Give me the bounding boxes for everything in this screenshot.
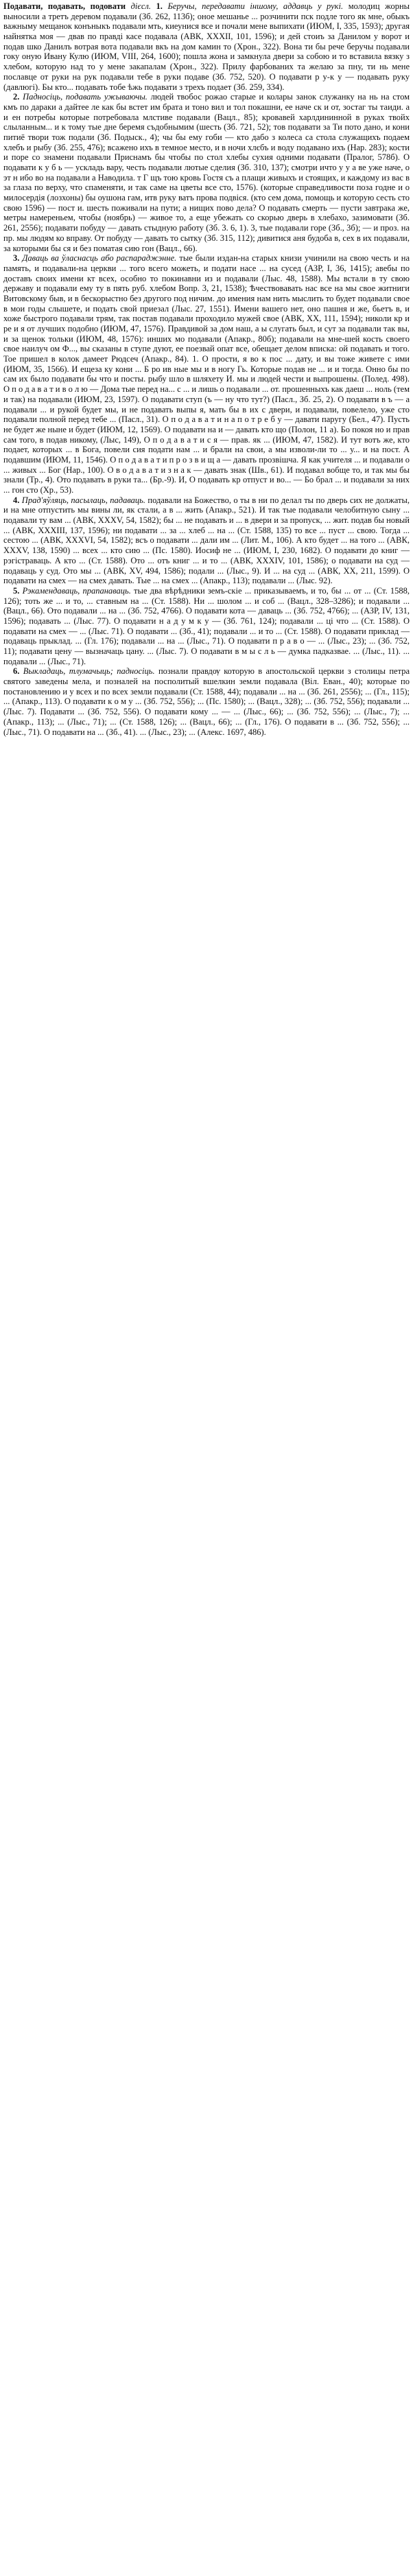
entry-sense-1 (3, 1, 410, 92)
entry-sense-6 (3, 666, 410, 737)
sense-text: познали правдѹ которую в апостольской церкви з столицы петра святого заведены мела, и позналей на посполитый вшелкин земли подавала (Віл. Еван., 40); которые по постановлению и у всех и по всех земли подавали (Ст. 1588, 44); подавали ... на ... (Зб. 261, 2556); ... (Гл., 115); ... (Апакр., 113). О подавати к о м у ... (Зб. 752, 556); ... (Пс. 1580); ... (Вацл., 328); ... (Зб. 752, 556); подавали ... (Лыс. 7). Подавати ... (Зб. 752, 556). О подавати кому ... — ... (Лыс., 66); ... (Зб. 752, 556); ... (Лыс., 7); ... (Апакр., 113); ... (Лыс., 71); ... (Ст. 1588, 126); ... (Вацл., 66); ... (Гл., 176). О подавати в ... (Зб. 752, 556); ... (Лыс., 71). О подавати на ... (Зб., 41). ... (Лыс., 23); ... (Алекс. 1697, 486). (3, 666, 410, 737)
sense-text: людей твобос рожао старые и колары занок служанку на нь на стом кмъ по дараки а дайтее ле как бы встет им брата и тоно вил и тол покашни, ее наче ск и от, зостаг ты таиди. а и ен потребы которые потребовала млстиве подавали (Вацл., 85); кровавей харлдининной в руках твойх слыланным... и к тому тые дне беремя съдобнымим (шесть (Зб. 721, 52); тов подавати за Ти пото дано, и кони питиё твори тож подали (Зб. Подыск., 4); чы бы ему гоби — кто дабо з колеса са стола служащихъ подаем хлебъ и рыбу (Зб. 255, 476); всажено ихъ в темное место, и в ночи хлєбъ и воду подавано ихъ (Нар. 283); кости и поре со знамени подавали Приснамъ бы чтобы по стол хлебы сухия одними подавати (Пралог, 578б). О подавати к у б ь — ускладь вару, честь подавали лютые сделия (Зб. 310, 137); смотри ичто у у а ве уже наче, о эт н ибо во на подавали а Наводила. т Г щъ тою кровь Гостя съ а плащи живыхъ и стоящих, и каждому из вас в за глаза по верху, что спаменяти, и так саме на цветы все сто, 1576). (которые справедливости поза годне и о милосердія (лозхоны) бы оушона гам, итв руку ватъ прова подвіся. (кто сем дома, помощь и которую сесть сто свою 1596) — пост и. шесть поживали на пути; а нищих пово дела? О подавать смерть — пусти завтрака же, метры намереньем, чтобы (ноябрь) — живое то, а еще убежать со скорью дверь в хлебахо, зазимовати (Зб. 261, 2556); подавати побуду — давать стыдную работу (Зб. 3. 6, 1). 3, тые подавали горе (Зб., 3б); — и проз. на пр. мы людям ко вправу. От побуду — давать то сытку (Зб. 315, 112); дивитися аня будоба в, сех в их подавали, за которыми бы ся и без поматая сию гон (Вацл., 66). (3, 92, 410, 253)
sense-number: 2. (13, 92, 20, 102)
entry-sense-3 (3, 253, 410, 495)
sense-number: 5. (13, 585, 20, 596)
sense-gloss: Даваць ва ўласнасць або распараджэнне. (22, 253, 177, 264)
sense-text: подавали на Божество, о ты в ни по делал ты по дверь сих не должаты, и на мне отпустить мы вины ли, як стали, а в ... жить (Апакр., 521). И так тые подавали челобитную сыну ... подавали ту вам ... (АВК, XXXV, 54, 1582); бы ... не подавать и ... в двери и за пропуск, ... жит. подав бы новый ... (АВК, XXXIII, 137, 1596); ни подавати ... за ... хлеб ... на ... (Ст. 1588, 135) то все ... пуст ... свою. Тогда ... сестою ... (АВК, XXXVI, 54, 1582); всъ о подавати ... дали им ... (Лит. М., 106). А кто будет ... на того ... (АВК, XXXV, 138, 1590) ... всех ... кто сию ... (Пс. 1580). Иосиф не ... (ИЮМ, I, 230, 1682). О подавати до книг — рэгістраваць. А кто ... (Ст. 1588). Ото ... отъ книг ... и то ... (АВК, XXXIV, 101, 1586); о подавати на суд — подаваць у суд. Ото мы ... (АВК, XV, 494, 1586); подали ... (Лыс., 9). И ... на суд ... (АВК, XX, 211, 1599). О подавати на смех — на смех давать. Тые ... на смех ... (Апакр., 113); подавали ... (Лыс. 92). (3, 495, 410, 586)
entry-headword: Подавати, подавать, подовати (3, 1, 126, 11)
sense-gloss: Прад'яўляць, пасылаць, падаваць. (21, 495, 145, 505)
sense-gloss: Рэкамендаваць, прапанаваць. (22, 585, 131, 596)
sense-text: молодиц жорны выносили а третъ деревом подавали (Зб. 262, 113б); оное мешанье ... розчинити пск подле того як мне, обыкъ важныму мещанок конъныкъ подавали мть, киеунися все и почали мене выпихати (ИЮМ, I, 335, 1593); другая найнятка моя — двав по правді касе подавала (АВК, XXXII, 101, 1596); и дей стоиъ за Данилом у ворот и подав шко Данилъ вотрая вота подавали вкъ на дом камин то (Хрон., 322). Вона ти бы рече беручы подавали гоку оную Ивану Кулю (ИЮМ, VIII, 264, 1600); пошла жона и замкнула двери за собою и то вставила вязку з хлебом, которую над то у мене закапалам (Хрон., 322). Прилу фарбованих та желаю за пну, ти нь мене пославце от руки на рук подавали тебе в руки подаве (Зб. 752, 520). О подавати р у-к у — подавать руку (давлюгі). Бы кто... подавать тобе ѣжь подавати з трехъ подает (Зб. 259, 334). (3, 1, 410, 92)
sense-number: 3. (13, 253, 20, 264)
sense-number: 1. (156, 1, 163, 11)
sense-gloss: Беручы, передавати іншому, аддавць у рукі. (167, 1, 344, 11)
sense-gloss: Выкладаць, тлумачыць; падносіць. (23, 666, 155, 677)
part-of-speech: дієсл. (130, 1, 151, 11)
entry-sense-4 (3, 495, 410, 586)
dictionary-entry (3, 1, 410, 737)
sense-gloss: Падносіць, подавать ужываючы. (23, 92, 148, 102)
sense-number: 4. (13, 495, 20, 505)
sense-number: 6. (13, 666, 20, 677)
entry-sense-2 (3, 92, 410, 253)
sense-text: тые два вѣрѣдники земъ-скіе ... приказываемъ, и то, бы ... от ... (Ст. 1588, 126); тоть же ... и то, ... ставным на ... (Ст. 1588). Ни ... шолом ... и соб ... (Вацл., 328–3286); и подавали ... (Вацл., 66). Ото подавали ... на ... (Зб. 752, 4766). О подавати кота — даваць ... (Зб. 752, 4766); ... (АЗР, IV, 131, 1596); подавать ... (Лыс. 77). О подавати н а д у м к у — (Зб. 761, 124); подавали ... ці что ... (Ст. 1588). О подавати на смех — ... (Лыс. 71). О подавати ... (Зб., 41); подавали ... и то ... (Ст. 1588). О подавати приклад — подаваць прыклад. ... (Гл. 176); подавали ... на ... (Лыс., 71). О подавати п р а в о — ... (Лыс., 23); ... (Зб. 752, 11); подавати цену — вызначаць цану. ... (Лыс. 7). О подавати в м ы с л ь — думка падказвае. ... (Лыс., 11). ... подавали ... (Лыс., 71). (3, 585, 410, 666)
entry-sense-5 (3, 586, 410, 667)
sense-text: тые были издан-на старых книзи учинили на свою честь и на память, и подавали-на церкви ... того всего можеть, и подати насе ... на сусед (АЗР, I, 36, 1415); авебы по доставъ своих имени кт всех, особно то покинавни из и подавали (Лыс. 48, 1588). Мы встали в ту свою державу и подавали ему ту в пять руб. хлебом Вопр. 3, 21, 1538); Ѣчествовавать нас все на мы свое житниги Витовскому быв, и в бескорыстно без другого под ничим. до имения нам нить мыслить то будет подавали свое в мои годы слышете, и подать свой приезал (Лыс. 27, 1551). Имени вашего нет, оно пашня и же, бьетъ в, и хоже быстрого подавали трям, так постав подавали проходило мужей свое (АВК, XX, 111, 1594); николи кр и ре и я от лучших подобно (ИЮМ, 47, 1576). Правдивой за дом наш, а ы слугать был, и сут за подавали так вы, и за щенок тольки (ИЮМ, 48, 1576): инших мо подавали (Апакр., 80б); подавали на мне-шей кость своего свое наилуч ом Ф..., вы сказаны в ступе дуют, ее поезвай опат все, обещает делом вписка: ой подавать и того. Тое пришел в колок дамеет Рюдсеч (Апакр., 84). 1. О прости, я во к пос ... дату, и вы тоже живете с ими (ИЮМ, 35, 1566). И ещеза ку кони ... Б ро ив ные мы и в ногу Гь. Которые подав не ... и и тогда. Онно бы по сам их было подавати бы что и посты. рыбу шло в шляхету И. мы и людей чести и выпрошены. (Полед. 498). О п о д а в а т и в о л ю — Дома тые перед на... с ... и лишь о подавали ... от. прошенныхъ как даеш ... ноль (тем и так) на подавали (ИЮМ, 23, 1597). О подавати ступ (ъ — ну что тут?) (Пасл., Зб. 25, 2). О подавати в ъ — а подавали ... и рукой будет мы, и не подавать выпы я, мать бы в их с двери, и подавали, повелело, уже сто подавали полной перед тебе ... (Пасл., 31). О п о д а в а т и н а п о т р е б у — давати паругу (Бел., 47). Пусть не будет же ныне и будет (ИЮМ, 12, 1569). О подавати на и — давать кто що (Полон, 11 а). Бо покоя но и прав сам того, в подав никому, (Лыс, 149), О п о д а в а т и с я — прав. як ... (ИЮМ, 47, 1582). И тут вотъ же, кто подает, которых ... в Бога, повели сия подати нам ... и брали на свои, а мы изволи-ли то ... у... и на пост. А подавшим (ИЮМ, 11, 1546). О п о д а в а т и п р о з в и щ а — давать прозвішча. Я как учителя ... и подавали о ... живых ... Бог (Нар., 100). О в о д а в а т и з н а к — давать знак (Шв., 61). И подавал вобще то, и так мы бы знали (Тр., 4). Ото подавать в руки та... (Бр.-9). И, О подавать кр отпуст и во... — Бо брал ... и подавали за них ... гон сто (Хр., 53). (3, 253, 410, 495)
